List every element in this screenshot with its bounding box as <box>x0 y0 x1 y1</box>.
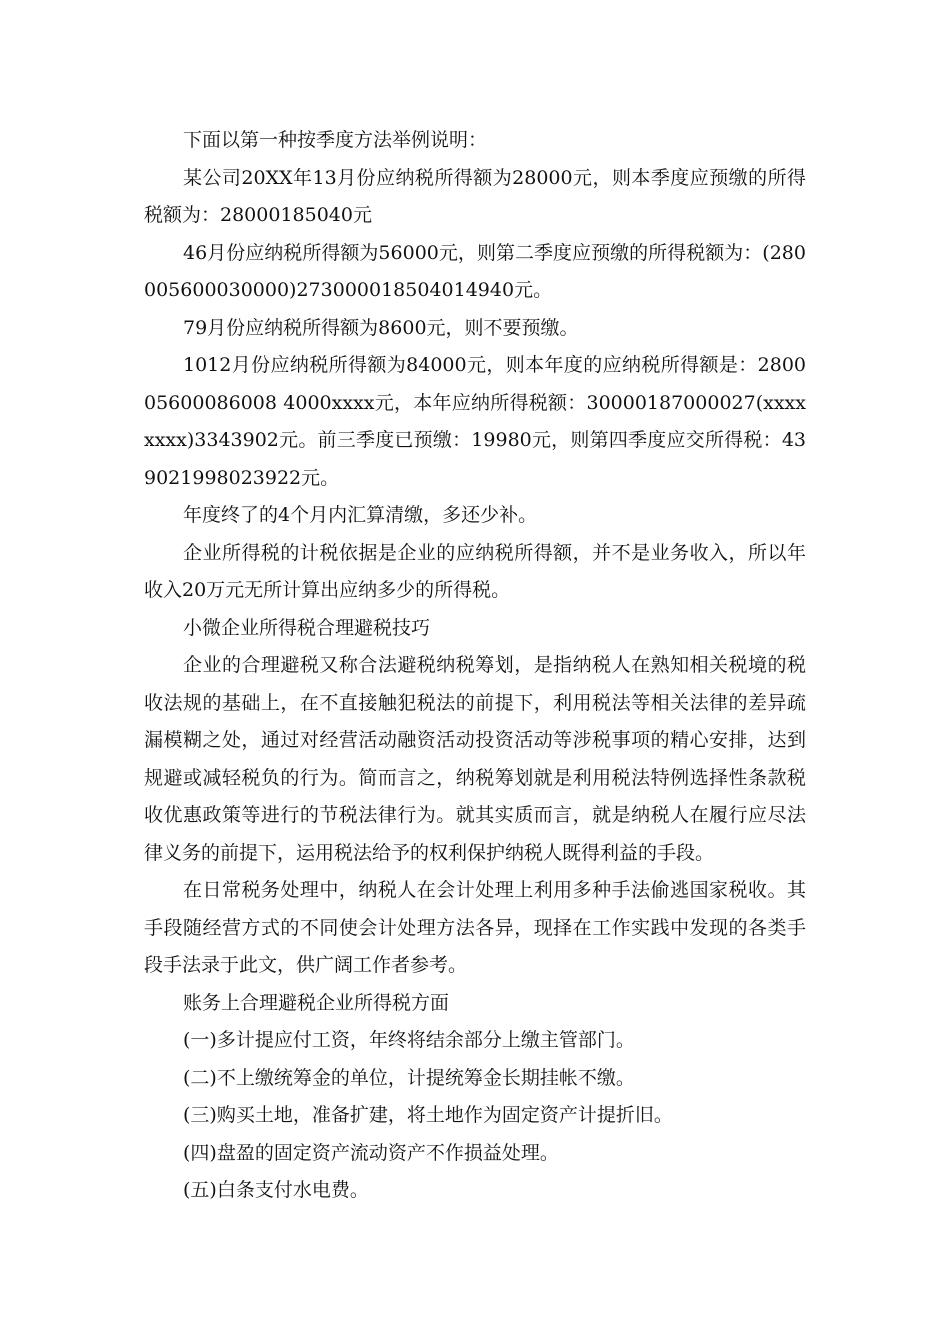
paragraph-intro: 下面以第一种按季度方法举例说明： <box>183 129 488 151</box>
paragraph-q3-example: 79月份应纳税所得额为8600元，则不要预缴。 <box>183 316 579 339</box>
paragraph-q1-example: 某公司20XX年13月份应纳税所得额为28000元，则本季度应预缴的所得税额为：28000185040元 <box>144 166 806 226</box>
list-item-2: (二)不上缴统筹金的单位，计提统筹金长期挂帐不缴。 <box>183 1066 635 1089</box>
paragraph-daily-tax: 在日常税务处理中，纳税人在会计处理上利用多种手法偷逃国家税收。其手段随经营方式的不同使会计处理方法各异，现择在工作实践中发现的各类手段手法录于此文，供广阔工作者参考。 <box>144 879 806 976</box>
paragraph-tax-basis: 企业所得税的计税依据是企业的应纳税所得额，并不是业务收入，所以年收入20万元无所计算出应纳多少的所得税。 <box>144 541 806 601</box>
paragraph-q4-example: 1012月份应纳税所得额为84000元，则本年度的应纳税所得额是：280005600086008 4000xxxx元，本年应纳所得税额：30000187000027(xxxxxxxx)3343902元。前三季度已预缴：19980元，则第四季度应交所得税：439021998023922元。 <box>144 354 806 489</box>
list-item-3: (三)购买土地，准备扩建，将土地作为固定资产计提折旧。 <box>183 1104 673 1126</box>
paragraph-q2-example: 46月份应纳税所得额为56000元，则第二季度应预缴的所得税额为：(280005600030000)273000018504014940元。 <box>144 241 806 301</box>
paragraph-settlement: 年度终了的4个月内汇算清缴，多还少补。 <box>183 504 538 526</box>
list-item-1: (一)多计提应付工资，年终将结余部分上缴主管部门。 <box>183 1029 635 1051</box>
section-heading-tax-tips: 小微企业所得税合理避税技巧 <box>183 616 431 639</box>
list-item-5: (五)白条支付水电费。 <box>183 1179 369 1201</box>
document-body <box>144 122 806 1210</box>
paragraph-tax-planning: 企业的合理避税又称合法避税纳税筹划，是指纳税人在熟知相关税境的税收法规的基础上，在不直接触犯税法的前提下，利用税法等相关法律的差异疏漏模糊之处，通过对经营活动融资活动投资活动等涉税事项的精心安排，达到规避或减轻税负的行为。简而言之，纳税筹划就是利用税法特例选择性条款税收优惠政策等进行的节税法律行为。就其实质而言，就是纳税人在履行应尽法律义务的前提下，运用税法给予的权利保护纳税人既得利益的手段。 <box>144 654 806 864</box>
section-heading-accounting: 账务上合理避税企业所得税方面 <box>183 991 450 1014</box>
list-item-4: (四)盘盈的固定资产流动资产不作损益处理。 <box>183 1141 559 1164</box>
